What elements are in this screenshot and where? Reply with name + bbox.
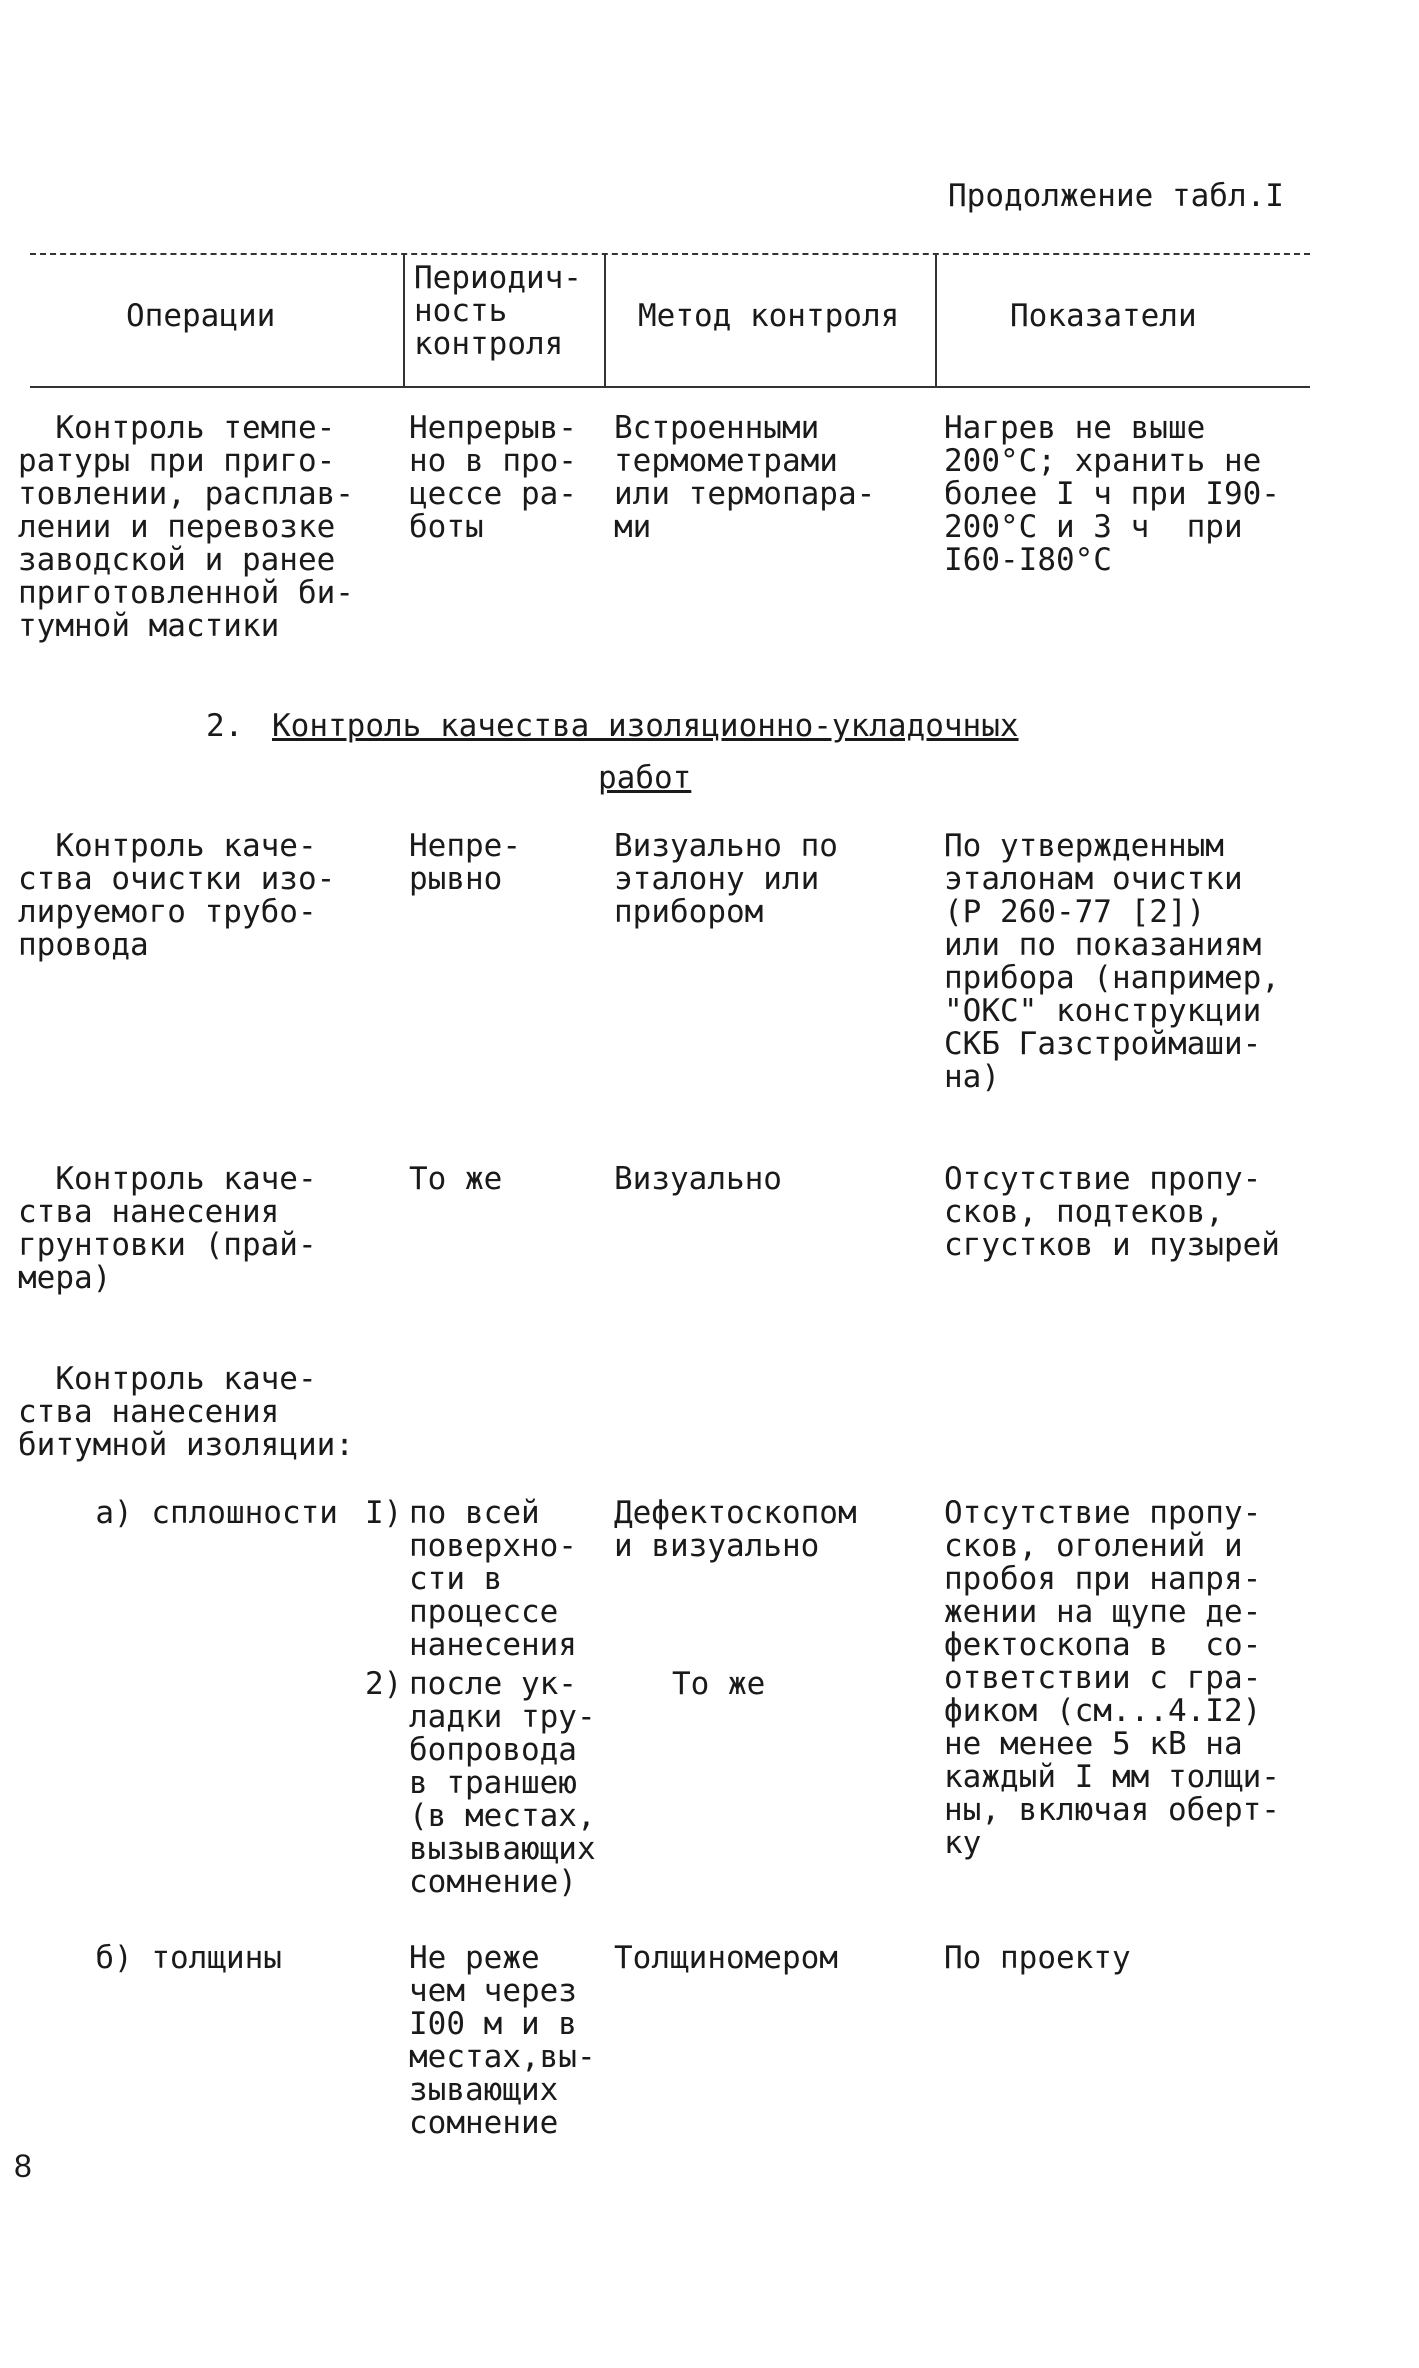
row5-method-a: Дефектоскопом и визуально (614, 1495, 857, 1564)
row5-operation: а) сплошности (58, 1495, 338, 1531)
section-title-line2: работ (598, 760, 692, 796)
section-title-line1: Контроль качества изоляционно-укладочных (272, 708, 1019, 744)
header-operations: Операции (126, 298, 276, 334)
page-number: 8 (14, 2148, 32, 2184)
header-divider-2 (604, 253, 606, 386)
section-number: 2. (206, 708, 244, 744)
row6-operation: б) толщины (58, 1940, 282, 1976)
table-top-rule (30, 253, 1310, 255)
header-divider-1 (403, 253, 405, 386)
row6-indicators: По проекту (944, 1940, 1131, 1976)
header-periodicity: Периодич- ность контроля (414, 260, 582, 362)
row2-operation: Контроль каче- ства очистки изо- лируемого трубо- провода (18, 828, 336, 963)
row5-method-b: То же (672, 1666, 766, 1702)
row1-periodicity: Непрерыв- но в про- цессе ра- боты (409, 410, 577, 545)
row6-method: Толщиномером (614, 1940, 838, 1976)
row4-operation: Контроль каче- ства нанесения битумной изоляции: (18, 1361, 354, 1463)
header-indicators: Показатели (1010, 298, 1197, 334)
row1-indicators: Нагрев не выше 200°С; хранить не более I ч при I90- 200°С и 3 ч при I60-I80°С (944, 410, 1280, 578)
row6-periodicity: Не реже чем через I00 м и в местах,вы- зывающих сомнение (409, 1940, 596, 2141)
row5-indicators: Отсутствие пропу- сков, оголений и пробоя при напря- жении на щупе де- фектоскопа в со- ответствии с гра- фиком (см...4.I2) не менее 5 кВ на каждый I мм толщи- ны, включая оберт- ку (944, 1495, 1280, 1861)
table-header-bottom-rule (30, 386, 1310, 388)
row5-item2-number: 2) (365, 1666, 403, 1702)
row2-periodicity: Непре- рывно (409, 828, 521, 897)
row3-operation: Контроль каче- ства нанесения грунтовки (прай- мера) (18, 1161, 317, 1296)
row3-method: Визуально (614, 1161, 782, 1197)
row2-indicators: По утвержденным эталонам очистки (Р 260-77 [2]) или по показаниям прибора (например, "ОКС" конструкции СКБ Газстроймаши- на) (944, 828, 1280, 1095)
row5-periodicity-a: по всей поверхно- сти в процессе нанесения (409, 1495, 577, 1663)
row3-periodicity: То же (409, 1161, 503, 1197)
continuation-label: Продолжение табл.I (948, 178, 1284, 214)
row5-periodicity-b: после ук- ладки тру- бопровода в траншею (в местах, вызывающих сомнение) (409, 1666, 596, 1900)
row1-operation: Контроль темпе- ратуры при приго- товлении, расплав- лении и перевозке заводской и ранее приготовленной би- тумной мастики (18, 410, 354, 644)
row5-item1-number: I) (365, 1495, 403, 1531)
header-divider-3 (935, 253, 937, 386)
row3-indicators: Отсутствие пропу- сков, подтеков, сгустков и пузырей (944, 1161, 1280, 1263)
header-method: Метод контроля (638, 298, 900, 334)
row2-method: Визуально по эталону или прибором (614, 828, 838, 930)
row1-method: Встроенными термометрами или термопара- ми (614, 410, 876, 545)
